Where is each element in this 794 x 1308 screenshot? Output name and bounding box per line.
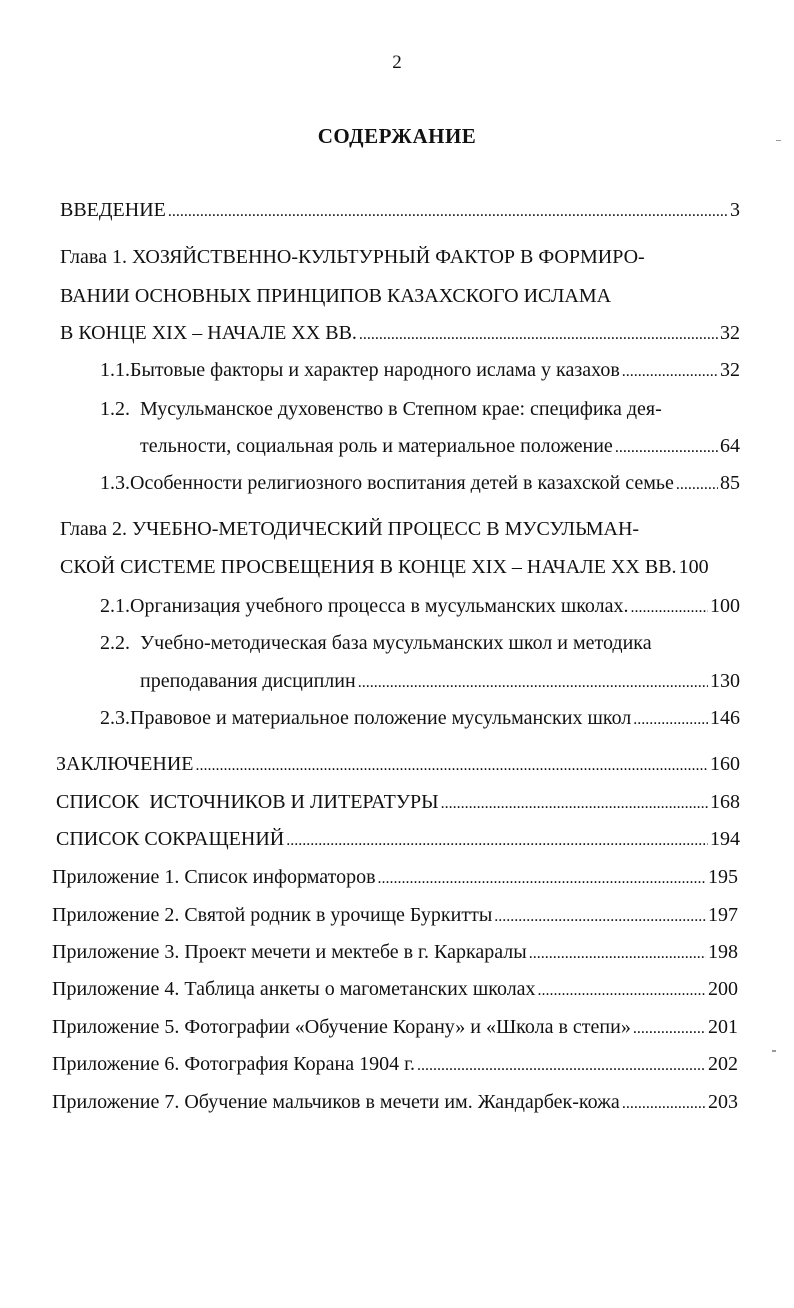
toc-page-number: 100 xyxy=(710,595,740,617)
toc-entry-appendix-3[interactable] xyxy=(52,938,738,966)
toc-entry-section-1-3[interactable] xyxy=(100,469,740,497)
toc-page-number: 160 xyxy=(710,753,740,775)
toc-entry-section-2-1[interactable] xyxy=(100,592,740,620)
leader-dots xyxy=(417,1050,706,1080)
scan-artifact xyxy=(776,140,781,141)
toc-entry-sources[interactable] xyxy=(56,788,740,816)
section-number: 1.2. xyxy=(100,398,130,420)
chapter2-title-line1[interactable]: Глава 2. УЧЕБНО-МЕТОДИЧЕСКИЙ ПРОЦЕСС В МУСУЛЬМАН- xyxy=(60,518,640,540)
toc-entry-label: Приложение 3. Проект мечети и мектебе в г. Каркаралы xyxy=(52,941,527,963)
toc-entry-appendix-4[interactable] xyxy=(52,975,738,1003)
toc-entry-appendix-5[interactable] xyxy=(52,1013,738,1041)
toc-page-number: 198 xyxy=(708,941,738,963)
toc-entry-section-1-2[interactable] xyxy=(140,432,740,460)
toc-entry-abbreviations[interactable] xyxy=(56,825,740,853)
leader-dots xyxy=(168,196,728,226)
toc-entry-label: Организация учебного процесса в мусульманских школах. xyxy=(130,595,629,617)
toc-entry-label: Приложение 4. Таблица анкеты о магометанских школах xyxy=(52,978,536,1000)
toc-entry-label: Приложение 1. Список информаторов xyxy=(52,866,376,888)
leader-dots xyxy=(676,469,718,499)
leader-dots xyxy=(622,356,718,386)
leader-dots xyxy=(359,319,718,349)
toc-entry-appendix-6[interactable] xyxy=(52,1050,738,1078)
toc-entry-appendix-7[interactable] xyxy=(52,1088,738,1116)
toc-entry-label: тельности, социальная роль и материальное положение xyxy=(140,435,613,457)
toc-entry-label: Правовое и материальное положение мусульманских школ xyxy=(130,707,632,729)
toc-page-number: 146 xyxy=(710,707,740,729)
section-number: 1.3. xyxy=(100,472,130,494)
chapter1-title-line2[interactable]: ВАНИИ ОСНОВНЫХ ПРИНЦИПОВ КАЗАХСКОГО ИСЛАМА xyxy=(60,285,612,307)
toc-page-number: 201 xyxy=(708,1016,738,1038)
toc-entry-section-2-3[interactable] xyxy=(100,704,740,732)
leader-dots xyxy=(633,1013,706,1043)
toc-entry-section-2-2[interactable] xyxy=(140,667,740,695)
toc-entry-appendix-1[interactable] xyxy=(52,863,738,891)
leader-dots xyxy=(195,750,708,780)
toc-page-number: 85 xyxy=(720,472,740,494)
page-title: СОДЕРЖАНИЕ xyxy=(317,124,477,148)
chapter1-title-line1[interactable]: Глава 1. ХОЗЯЙСТВЕННО-КУЛЬТУРНЫЙ ФАКТОР В ФОРМИРО- xyxy=(60,246,645,268)
toc-page-number: 202 xyxy=(708,1053,738,1075)
leader-dots xyxy=(286,825,708,855)
page-number: 2 xyxy=(392,52,402,73)
scan-artifact xyxy=(772,1050,776,1052)
toc-entry-label: Приложение 7. Обучение мальчиков в мечети им. Жандарбек-кожа xyxy=(52,1091,620,1113)
leader-dots xyxy=(494,901,706,931)
toc-entry-label: СПИСОК СОКРАЩЕНИЙ xyxy=(56,828,285,850)
section-number: 2.2. xyxy=(100,632,130,654)
toc-entry-section-1-1[interactable] xyxy=(100,356,740,384)
toc-entry-section-2-2-line1[interactable] xyxy=(100,629,652,657)
toc-page-number: 3 xyxy=(730,199,740,221)
toc-page-number: 197 xyxy=(708,904,738,926)
toc-entry-label: Приложение 6. Фотография Корана 1904 г. xyxy=(52,1053,416,1075)
toc-page-number: 203 xyxy=(708,1091,738,1113)
leader-dots xyxy=(441,788,708,818)
toc-entry-label: Особенности религиозного воспитания детей в казахской семье xyxy=(130,472,674,494)
toc-entry-label: Бытовые факторы и характер народного ислама у казахов xyxy=(130,359,620,381)
toc-entry-chapter2[interactable] xyxy=(60,553,740,581)
leader-dots xyxy=(631,592,708,622)
toc-entry-label: Учебно-методическая база мусульманских школ и методика xyxy=(140,632,652,654)
leader-dots xyxy=(358,667,708,697)
toc-entry-label: ЗАКЛЮЧЕНИЕ xyxy=(56,753,194,775)
leader-dots xyxy=(378,863,706,893)
toc-page-number: 64 xyxy=(720,435,740,457)
toc-page-number: 168 xyxy=(710,791,740,813)
toc-entry-introduction[interactable] xyxy=(60,196,740,224)
leader-dots xyxy=(529,938,706,968)
section-number: 2.1. xyxy=(100,595,130,617)
chapter2-title-line2: СКОЙ СИСТЕМЕ ПРОСВЕЩЕНИЯ В КОНЦЕ XIX – НАЧАЛЕ XX ВВ. xyxy=(60,556,677,578)
leader-dots xyxy=(633,704,708,734)
toc-page-number: 200 xyxy=(708,978,738,1000)
toc-entry-label: Мусульманское духовенство в Степном крае: специфика дея- xyxy=(140,398,662,420)
toc-entry-label: преподавания дисциплин xyxy=(140,670,356,692)
toc-entry-appendix-2[interactable] xyxy=(52,901,738,929)
toc-page-number: 195 xyxy=(708,866,738,888)
chapter1-title-line3: В КОНЦЕ XIX – НАЧАЛЕ XX ВВ. xyxy=(60,322,357,344)
section-number: 2.3. xyxy=(100,707,130,729)
leader-dots xyxy=(622,1088,706,1118)
toc-page-number: 32 xyxy=(720,322,740,344)
leader-dots xyxy=(538,975,706,1005)
toc-entry-chapter1[interactable] xyxy=(60,319,740,347)
toc-page-number: 32 xyxy=(720,359,740,381)
section-number: 1.1. xyxy=(100,359,130,381)
toc-entry-label: СПИСОК ИСТОЧНИКОВ И ЛИТЕРАТУРЫ xyxy=(56,791,439,813)
toc-entry-label: Приложение 5. Фотографии «Обучение Корану» и «Школа в степи» xyxy=(52,1016,631,1038)
toc-page-number: 194 xyxy=(710,828,740,850)
toc-page-number: 100 xyxy=(678,556,709,578)
leader-dots xyxy=(615,432,718,462)
toc-entry-conclusion[interactable] xyxy=(56,750,740,778)
toc-entry-label: ВВЕДЕНИЕ xyxy=(60,199,166,221)
toc-entry-label: Приложение 2. Святой родник в урочище Буркитты xyxy=(52,904,493,926)
toc-page-number: 130 xyxy=(710,670,740,692)
toc-entry-section-1-2-line1[interactable] xyxy=(100,395,662,423)
